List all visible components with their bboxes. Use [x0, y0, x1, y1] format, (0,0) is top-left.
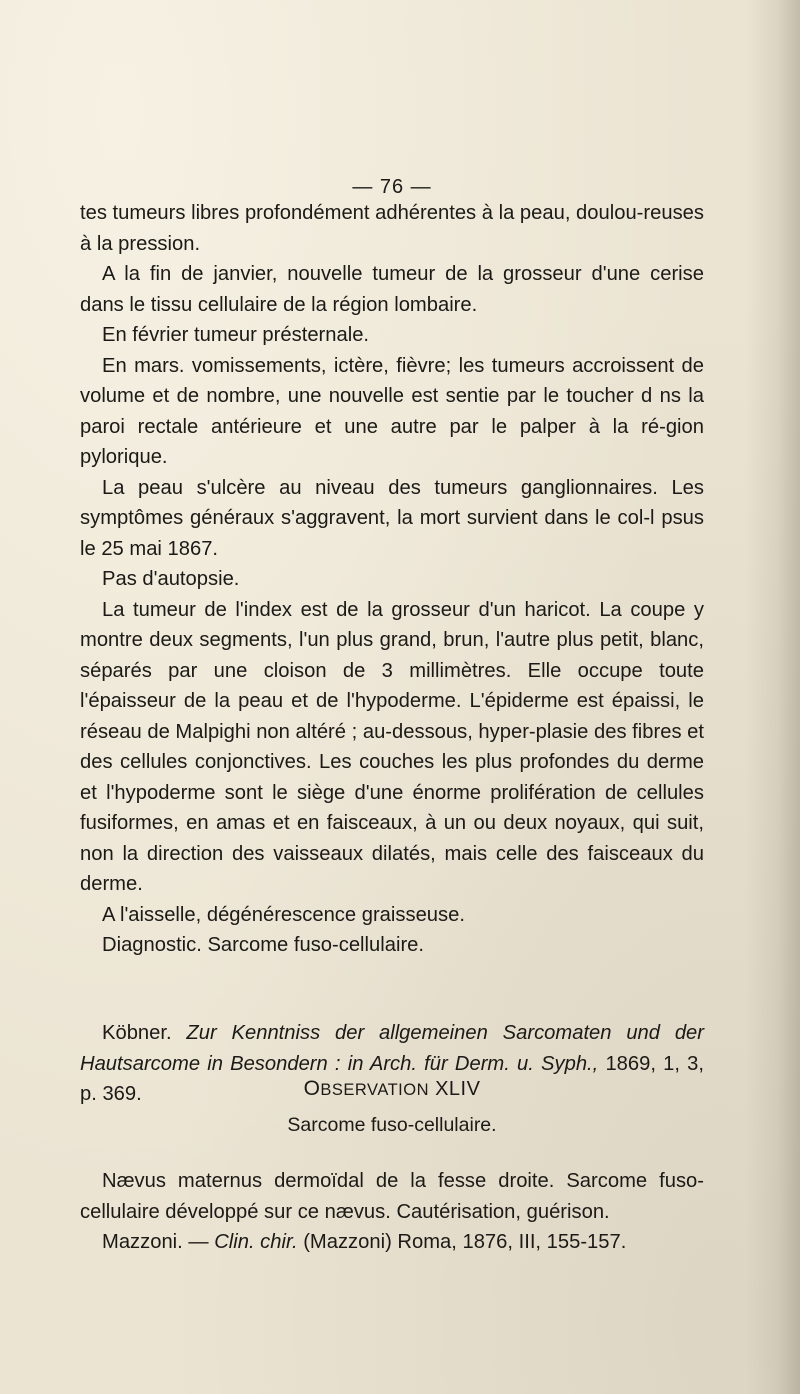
page-number: — 76 — — [352, 176, 432, 198]
reference-title: Zur Kenntniss der allgemeinen Sarcomaten und der Hautsarcome in Besondern : in Arch. für Derm. u. Syph., — [80, 1022, 704, 1075]
paragraph-3: En février tumeur présternale. — [102, 324, 370, 346]
observation-paragraph: Nævus maternus dermoïdal de la fesse droite. Sarcome fuso-cellulaire développé sur ce nævus. Cautérisation, guérison. — [80, 1170, 704, 1223]
observation-heading-initial: O — [303, 1077, 321, 1100]
observation-body — [80, 1166, 704, 1258]
observation-subtitle: Sarcome fuso-cellulaire. — [287, 1114, 497, 1136]
paragraph-1: tes tumeurs libres profondément adhérentes à la peau, doulou-reuses à la pression. — [80, 202, 704, 255]
paragraph-6: Pas d'autopsie. — [102, 568, 240, 590]
paragraph-2: A la fin de janvier, nouvelle tumeur de la grosseur d'une cerise dans le tissu cellulaire de la région lombaire. — [80, 263, 704, 316]
observation-number: XLIV — [435, 1078, 481, 1100]
reference-mazzoni — [80, 1227, 704, 1258]
body-paragraphs — [80, 198, 704, 961]
reference-title: Clin. chir. — [214, 1231, 298, 1253]
paragraph-9: Diagnostic. Sarcome fuso-cellulaire. — [102, 934, 425, 956]
page-edge-shadow — [745, 0, 800, 1394]
paragraph-7: La tumeur de l'index est de la grosseur d'un haricot. La coupe y montre deux segments, l'un plus grand, brun, l'autre plus petit, blanc, séparés par une cloison de 3 millimètres. Elle occupe toute l'épaisseur de la peau et de l'hypoderme. L'épiderme est épaissi, le réseau de Malpighi non altéré ; au-dessous, hyper-plasie des fibres et des cellules conjonctives. Les couches les plus profondes du derme et l'hypoderme sont le siège d'une énorme prolifération de cellules fusiformes, en amas et en faisceaux, à un ou deux noyaux, qui suit, non la direction des vaisseaux dilatés, mais celle des faisceaux du derme. — [80, 598, 704, 895]
paragraph-5: La peau s'ulcère au niveau des tumeurs ganglionnaires. Les symptômes généraux s'aggravent, la mort survient dans le col-l psus le 25 mai 1867. — [80, 476, 704, 560]
paragraph-4: En mars. vomissements, ictère, fièvre; les tumeurs accroissent de volume et de nombre, une nouvelle est sentie par le toucher d ns la paroi rectale antérieure et une autre par le palper à la ré-gion pylorique. — [80, 354, 704, 468]
reference-author: Mazzoni. — — [102, 1231, 209, 1253]
reference-author: Köbner. — [102, 1022, 172, 1044]
observation-heading-rest: BSERVATION — [320, 1081, 430, 1099]
paragraph-8: A l'aisselle, dégénérescence graisseuse. — [102, 903, 465, 926]
observation-heading — [80, 1074, 704, 1106]
reference-details: 1869, 1, 3, p. 369. — [80, 1052, 704, 1105]
reference-details: (Mazzoni) Roma, 1876, III, 155-157. — [303, 1231, 627, 1253]
